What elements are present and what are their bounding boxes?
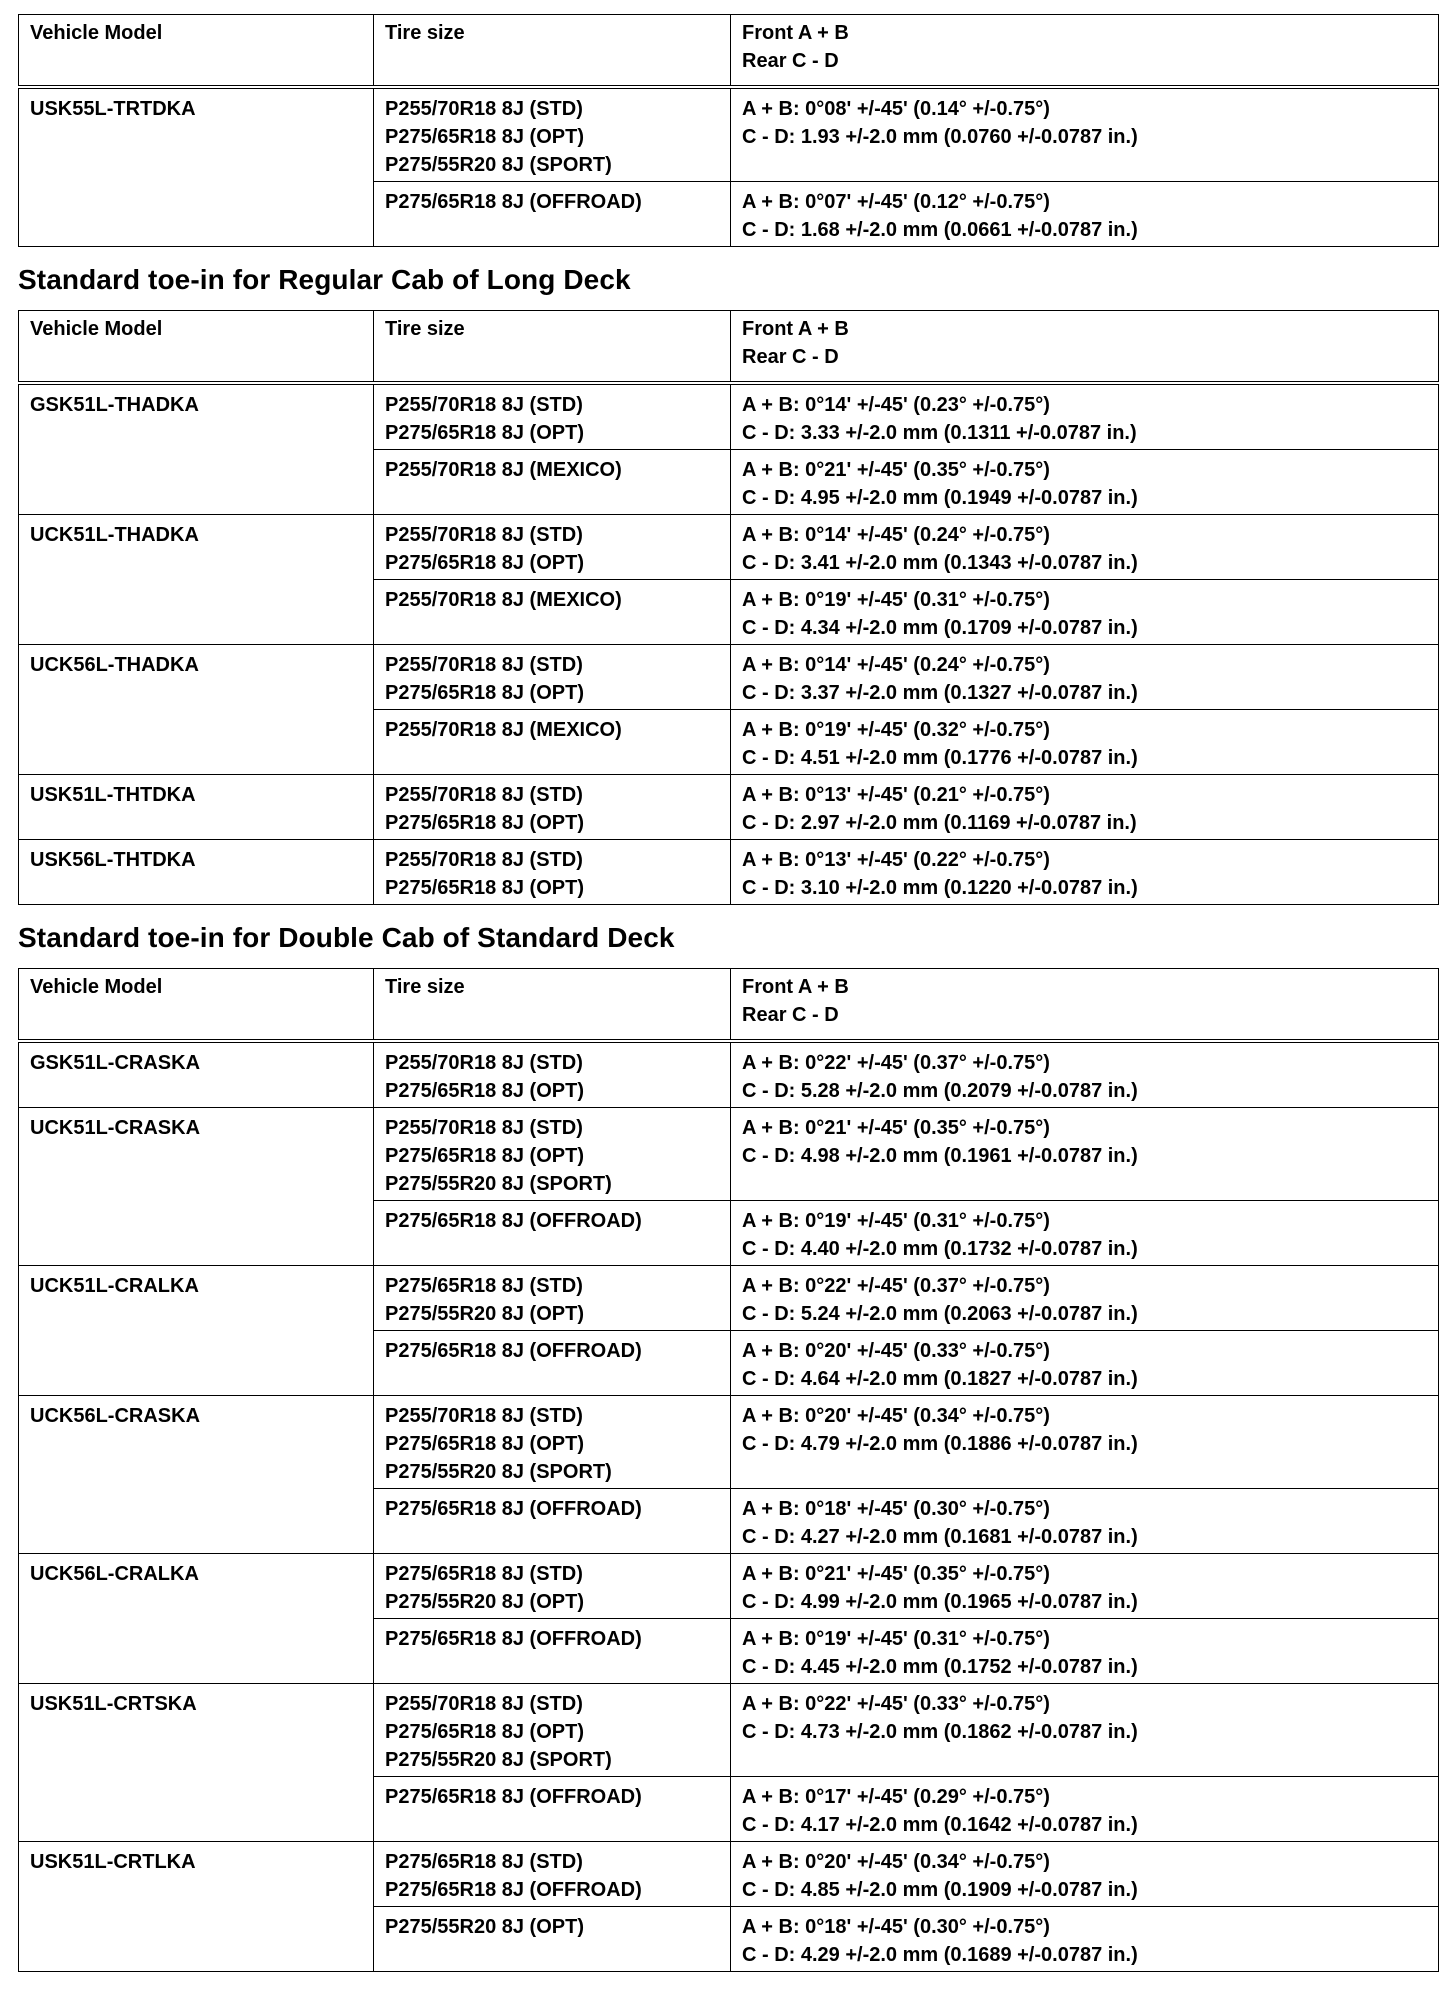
tire-size-cell — [374, 775, 731, 840]
toe-spec-cell — [731, 840, 1439, 905]
tire-size: P275/65R18 8J (OFFROAD) — [385, 1879, 642, 1901]
header-vehicle-model: Vehicle Model — [19, 311, 374, 384]
rear-toe-spec: C - D: 3.41 +/-2.0 mm (0.1343 +/-0.0787 in.) — [742, 552, 1138, 574]
vehicle-model-cell: UCK56L-THADKA — [19, 645, 374, 775]
rear-toe-spec: C - D: 4.51 +/-2.0 mm (0.1776 +/-0.0787 in.) — [742, 747, 1138, 769]
tire-size: P255/70R18 8J (STD) — [385, 654, 583, 676]
table-row — [19, 840, 1439, 905]
toe-spec-cell — [731, 1489, 1439, 1554]
tire-size-cell — [374, 1041, 731, 1108]
header-toe-spec — [731, 969, 1439, 1042]
vehicle-model-cell: UCK56L-CRASKA — [19, 1396, 374, 1554]
tire-size: P255/70R18 8J (MEXICO) — [385, 719, 622, 741]
tire-size-cell — [374, 1266, 731, 1331]
header-spec-line: Front A + B — [742, 22, 849, 44]
tire-size-cell — [374, 1842, 731, 1907]
tire-size-cell — [374, 1907, 731, 1972]
vehicle-model-cell: USK51L-CRTSKA — [19, 1684, 374, 1842]
vehicle-model-cell: UCK51L-CRASKA — [19, 1108, 374, 1266]
toe-spec-cell — [731, 1619, 1439, 1684]
toe-spec-cell — [731, 450, 1439, 515]
rear-toe-spec: C - D: 4.64 +/-2.0 mm (0.1827 +/-0.0787 in.) — [742, 1368, 1138, 1390]
tire-size: P275/65R18 8J (OPT) — [385, 1145, 584, 1167]
tire-size: P255/70R18 8J (MEXICO) — [385, 459, 622, 481]
tire-size-cell — [374, 1554, 731, 1619]
toe-in-table — [18, 968, 1439, 1972]
tire-size-cell — [374, 1489, 731, 1554]
tire-size-cell — [374, 1396, 731, 1489]
front-toe-spec: A + B: 0°13' +/-45' (0.21° +/-0.75°) — [742, 784, 1050, 806]
front-toe-spec: A + B: 0°07' +/-45' (0.12° +/-0.75°) — [742, 191, 1050, 213]
front-toe-spec: A + B: 0°17' +/-45' (0.29° +/-0.75°) — [742, 1786, 1050, 1808]
tire-size-cell — [374, 515, 731, 580]
tire-size: P275/55R20 8J (OPT) — [385, 1303, 584, 1325]
tire-size: P275/55R20 8J (SPORT) — [385, 1461, 612, 1483]
table-row — [19, 515, 1439, 580]
vehicle-model-cell: GSK51L-THADKA — [19, 383, 374, 515]
tire-size: P275/65R18 8J (OFFROAD) — [385, 1786, 642, 1808]
tire-size: P275/65R18 8J (OPT) — [385, 552, 584, 574]
vehicle-model-cell: UCK51L-CRALKA — [19, 1266, 374, 1396]
toe-spec-cell — [731, 1201, 1439, 1266]
tire-size-cell — [374, 1777, 731, 1842]
header-tire-size: Tire size — [374, 15, 731, 88]
front-toe-spec: A + B: 0°22' +/-45' (0.37° +/-0.75°) — [742, 1052, 1050, 1074]
table-row — [19, 87, 1439, 182]
tire-size: P275/65R18 8J (OPT) — [385, 812, 584, 834]
tire-size-cell — [374, 580, 731, 645]
rear-toe-spec: C - D: 5.24 +/-2.0 mm (0.2063 +/-0.0787 in.) — [742, 1303, 1138, 1325]
rear-toe-spec: C - D: 1.93 +/-2.0 mm (0.0760 +/-0.0787 in.) — [742, 126, 1138, 148]
tire-size: P275/65R18 8J (OFFROAD) — [385, 1340, 642, 1362]
front-toe-spec: A + B: 0°13' +/-45' (0.22° +/-0.75°) — [742, 849, 1050, 871]
tire-size: P275/65R18 8J (OFFROAD) — [385, 1628, 642, 1650]
tire-size: P255/70R18 8J (STD) — [385, 1693, 583, 1715]
front-toe-spec: A + B: 0°20' +/-45' (0.34° +/-0.75°) — [742, 1851, 1050, 1873]
tire-size-cell — [374, 1201, 731, 1266]
toe-spec-cell — [731, 1842, 1439, 1907]
rear-toe-spec: C - D: 4.95 +/-2.0 mm (0.1949 +/-0.0787 in.) — [742, 487, 1138, 509]
tire-size: P255/70R18 8J (STD) — [385, 1052, 583, 1074]
table-row — [19, 645, 1439, 710]
rear-toe-spec: C - D: 2.97 +/-2.0 mm (0.1169 +/-0.0787 in.) — [742, 812, 1137, 834]
toe-spec-cell — [731, 182, 1439, 247]
vehicle-model-cell: UCK51L-THADKA — [19, 515, 374, 645]
toe-spec-cell — [731, 580, 1439, 645]
tire-size-cell — [374, 450, 731, 515]
front-toe-spec: A + B: 0°18' +/-45' (0.30° +/-0.75°) — [742, 1498, 1050, 1520]
toe-spec-cell — [731, 710, 1439, 775]
header-row — [19, 15, 1439, 88]
tire-size: P275/55R20 8J (SPORT) — [385, 1173, 612, 1195]
front-toe-spec: A + B: 0°22' +/-45' (0.33° +/-0.75°) — [742, 1693, 1050, 1715]
tire-size: P275/65R18 8J (OPT) — [385, 682, 584, 704]
front-toe-spec: A + B: 0°18' +/-45' (0.30° +/-0.75°) — [742, 1916, 1050, 1938]
tire-size: P275/65R18 8J (STD) — [385, 1851, 583, 1873]
tire-size: P255/70R18 8J (STD) — [385, 524, 583, 546]
rear-toe-spec: C - D: 5.28 +/-2.0 mm (0.2079 +/-0.0787 in.) — [742, 1080, 1138, 1102]
toe-in-table — [18, 310, 1439, 905]
table-row — [19, 1684, 1439, 1777]
tire-size-cell — [374, 840, 731, 905]
rear-toe-spec: C - D: 3.33 +/-2.0 mm (0.1311 +/-0.0787 in.) — [742, 422, 1137, 444]
header-spec-line: Front A + B — [742, 318, 849, 340]
header-spec-line: Rear C - D — [742, 1004, 839, 1026]
rear-toe-spec: C - D: 4.40 +/-2.0 mm (0.1732 +/-0.0787 in.) — [742, 1238, 1138, 1260]
front-toe-spec: A + B: 0°14' +/-45' (0.24° +/-0.75°) — [742, 654, 1050, 676]
rear-toe-spec: C - D: 4.27 +/-2.0 mm (0.1681 +/-0.0787 in.) — [742, 1526, 1138, 1548]
front-toe-spec: A + B: 0°21' +/-45' (0.35° +/-0.75°) — [742, 459, 1050, 481]
tire-size-cell — [374, 645, 731, 710]
section-title: Standard toe-in for Regular Cab of Long Deck — [18, 264, 631, 295]
header-toe-spec — [731, 311, 1439, 384]
tire-size: P275/65R18 8J (STD) — [385, 1563, 583, 1585]
table-row — [19, 1396, 1439, 1489]
header-tire-size: Tire size — [374, 311, 731, 384]
tire-size-cell — [374, 1684, 731, 1777]
vehicle-model-cell: UCK56L-CRALKA — [19, 1554, 374, 1684]
rear-toe-spec: C - D: 4.98 +/-2.0 mm (0.1961 +/-0.0787 in.) — [742, 1145, 1138, 1167]
toe-in-table — [18, 14, 1439, 247]
toe-spec-cell — [731, 1777, 1439, 1842]
toe-spec-cell — [731, 383, 1439, 450]
rear-toe-spec: C - D: 4.17 +/-2.0 mm (0.1642 +/-0.0787 in.) — [742, 1814, 1138, 1836]
front-toe-spec: A + B: 0°14' +/-45' (0.24° +/-0.75°) — [742, 524, 1050, 546]
vehicle-model-cell: GSK51L-CRASKA — [19, 1041, 374, 1108]
table-row — [19, 1842, 1439, 1907]
toe-spec-cell — [731, 1907, 1439, 1972]
tire-size: P255/70R18 8J (STD) — [385, 784, 583, 806]
toe-spec-cell — [731, 645, 1439, 710]
rear-toe-spec: C - D: 4.73 +/-2.0 mm (0.1862 +/-0.0787 in.) — [742, 1721, 1138, 1743]
section-title: Standard toe-in for Double Cab of Standard Deck — [18, 922, 675, 953]
toe-spec-cell — [731, 1396, 1439, 1489]
toe-spec-cell — [731, 1108, 1439, 1201]
tire-size: P275/55R20 8J (SPORT) — [385, 154, 612, 176]
toe-in-spec-document — [18, 14, 1438, 1972]
header-tire-size: Tire size — [374, 969, 731, 1042]
toe-spec-cell — [731, 1554, 1439, 1619]
tire-size: P275/65R18 8J (OPT) — [385, 422, 584, 444]
header-row — [19, 969, 1439, 1042]
front-toe-spec: A + B: 0°21' +/-45' (0.35° +/-0.75°) — [742, 1117, 1050, 1139]
tire-size: P275/65R18 8J (STD) — [385, 1275, 583, 1297]
front-toe-spec: A + B: 0°19' +/-45' (0.32° +/-0.75°) — [742, 719, 1050, 741]
tire-size: P255/70R18 8J (STD) — [385, 1117, 583, 1139]
tire-size: P275/65R18 8J (OFFROAD) — [385, 1498, 642, 1520]
header-spec-line: Front A + B — [742, 976, 849, 998]
rear-toe-spec: C - D: 3.10 +/-2.0 mm (0.1220 +/-0.0787 in.) — [742, 877, 1138, 899]
tire-size: P275/55R20 8J (OPT) — [385, 1591, 584, 1613]
rear-toe-spec: C - D: 4.85 +/-2.0 mm (0.1909 +/-0.0787 in.) — [742, 1879, 1138, 1901]
tire-size: P275/55R20 8J (OPT) — [385, 1916, 584, 1938]
toe-spec-cell — [731, 1331, 1439, 1396]
rear-toe-spec: C - D: 3.37 +/-2.0 mm (0.1327 +/-0.0787 in.) — [742, 682, 1138, 704]
tire-size-cell — [374, 1619, 731, 1684]
front-toe-spec: A + B: 0°20' +/-45' (0.33° +/-0.75°) — [742, 1340, 1050, 1362]
table-row — [19, 1266, 1439, 1331]
tire-size-cell — [374, 87, 731, 182]
header-spec-line: Rear C - D — [742, 50, 839, 72]
vehicle-model-cell: USK51L-CRTLKA — [19, 1842, 374, 1972]
rear-toe-spec: C - D: 4.79 +/-2.0 mm (0.1886 +/-0.0787 in.) — [742, 1433, 1138, 1455]
table-row — [19, 1041, 1439, 1108]
table-row — [19, 1554, 1439, 1619]
toe-spec-cell — [731, 1266, 1439, 1331]
tire-size: P255/70R18 8J (STD) — [385, 394, 583, 416]
table-row — [19, 775, 1439, 840]
tire-size: P255/70R18 8J (MEXICO) — [385, 589, 622, 611]
rear-toe-spec: C - D: 4.29 +/-2.0 mm (0.1689 +/-0.0787 in.) — [742, 1944, 1138, 1966]
toe-spec-cell — [731, 775, 1439, 840]
front-toe-spec: A + B: 0°21' +/-45' (0.35° +/-0.75°) — [742, 1563, 1050, 1585]
tire-size: P255/70R18 8J (STD) — [385, 849, 583, 871]
table-row — [19, 383, 1439, 450]
toe-spec-cell — [731, 1684, 1439, 1777]
tire-size-cell — [374, 1331, 731, 1396]
front-toe-spec: A + B: 0°19' +/-45' (0.31° +/-0.75°) — [742, 1628, 1050, 1650]
header-vehicle-model: Vehicle Model — [19, 15, 374, 88]
front-toe-spec: A + B: 0°19' +/-45' (0.31° +/-0.75°) — [742, 589, 1050, 611]
rear-toe-spec: C - D: 1.68 +/-2.0 mm (0.0661 +/-0.0787 in.) — [742, 219, 1138, 241]
tire-size: P275/65R18 8J (OPT) — [385, 877, 584, 899]
tire-size-cell — [374, 383, 731, 450]
header-spec-line: Rear C - D — [742, 346, 839, 368]
rear-toe-spec: C - D: 4.99 +/-2.0 mm (0.1965 +/-0.0787 in.) — [742, 1591, 1138, 1613]
rear-toe-spec: C - D: 4.45 +/-2.0 mm (0.1752 +/-0.0787 in.) — [742, 1656, 1138, 1678]
rear-toe-spec: C - D: 4.34 +/-2.0 mm (0.1709 +/-0.0787 in.) — [742, 617, 1138, 639]
tire-size: P255/70R18 8J (STD) — [385, 98, 583, 120]
table-row — [19, 1108, 1439, 1201]
tire-size: P275/65R18 8J (OPT) — [385, 1080, 584, 1102]
front-toe-spec: A + B: 0°19' +/-45' (0.31° +/-0.75°) — [742, 1210, 1050, 1232]
header-row — [19, 311, 1439, 384]
tire-size: P275/55R20 8J (SPORT) — [385, 1749, 612, 1771]
front-toe-spec: A + B: 0°14' +/-45' (0.23° +/-0.75°) — [742, 394, 1050, 416]
tire-size: P275/65R18 8J (OPT) — [385, 1433, 584, 1455]
front-toe-spec: A + B: 0°20' +/-45' (0.34° +/-0.75°) — [742, 1405, 1050, 1427]
vehicle-model-cell: USK56L-THTDKA — [19, 840, 374, 905]
tire-size: P255/70R18 8J (STD) — [385, 1405, 583, 1427]
tire-size-cell — [374, 710, 731, 775]
tire-size-cell — [374, 1108, 731, 1201]
header-vehicle-model: Vehicle Model — [19, 969, 374, 1042]
tire-size-cell — [374, 182, 731, 247]
tire-size: P275/65R18 8J (OFFROAD) — [385, 1210, 642, 1232]
toe-spec-cell — [731, 515, 1439, 580]
vehicle-model-cell: USK55L-TRTDKA — [19, 87, 374, 247]
toe-spec-cell — [731, 87, 1439, 182]
front-toe-spec: A + B: 0°22' +/-45' (0.37° +/-0.75°) — [742, 1275, 1050, 1297]
toe-spec-cell — [731, 1041, 1439, 1108]
front-toe-spec: A + B: 0°08' +/-45' (0.14° +/-0.75°) — [742, 98, 1050, 120]
vehicle-model-cell: USK51L-THTDKA — [19, 775, 374, 840]
tire-size: P275/65R18 8J (OPT) — [385, 1721, 584, 1743]
tire-size: P275/65R18 8J (OPT) — [385, 126, 584, 148]
header-toe-spec — [731, 15, 1439, 88]
tire-size: P275/65R18 8J (OFFROAD) — [385, 191, 642, 213]
